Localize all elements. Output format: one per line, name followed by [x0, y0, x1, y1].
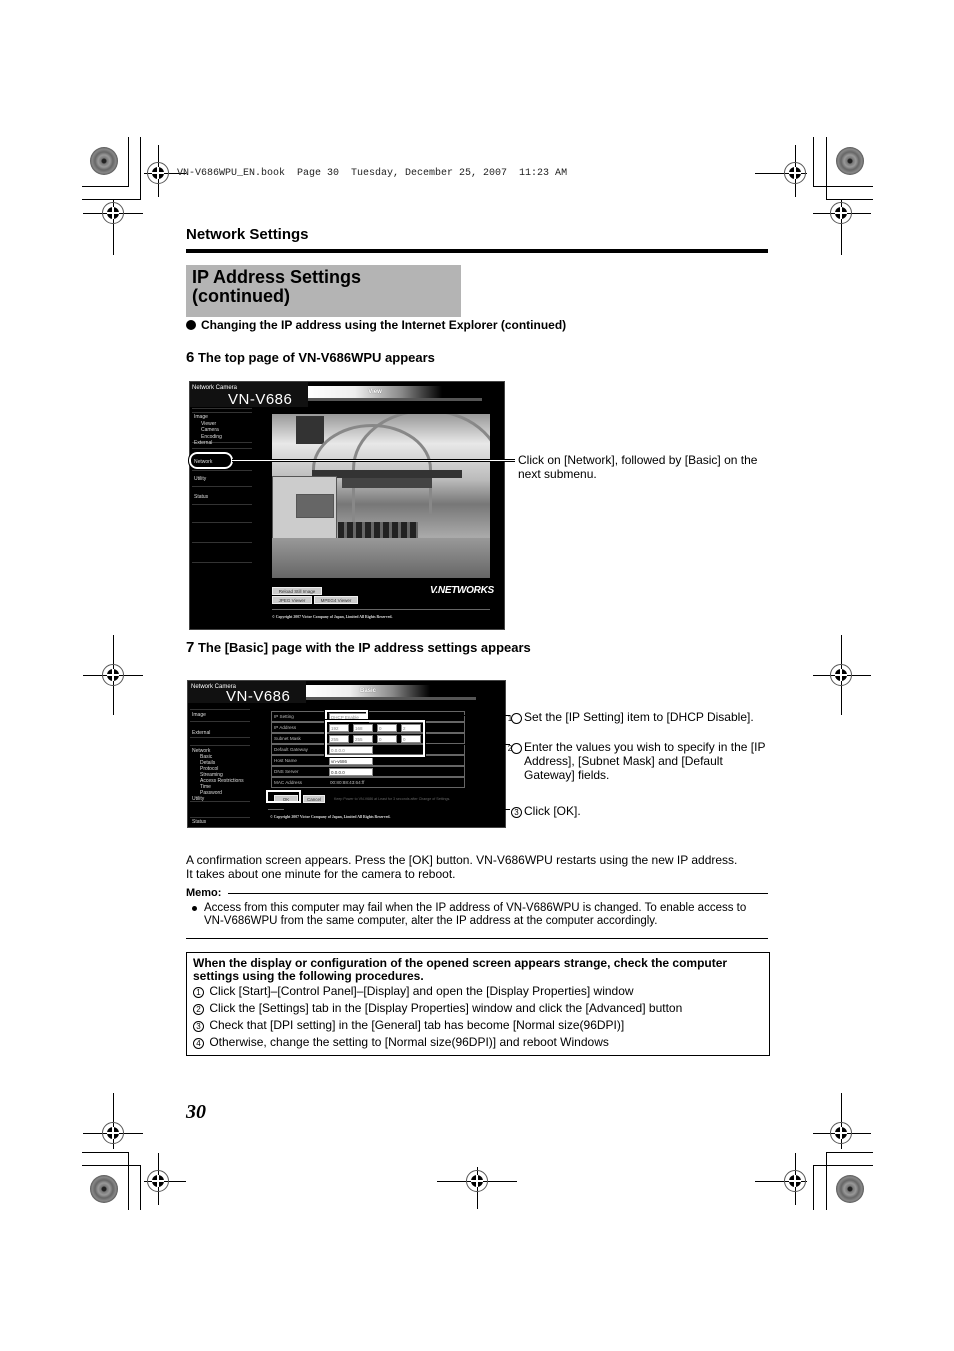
ip-setting-select[interactable]: DHCP Enable [329, 713, 367, 721]
mpeg4-viewer-button[interactable]: MPEG4 Viewer [314, 596, 358, 604]
print-header: VN-V686WPU_EN.book Page 30 Tuesday, December 25, 2007 11:23 AM [177, 168, 568, 179]
annotation-3: 3 Click [OK]. [511, 804, 766, 818]
highlight-ip-fields [325, 720, 425, 757]
section-title: Network Settings [186, 226, 309, 243]
step-text: The [Basic] page with the IP address settings appears [197, 640, 531, 655]
crop-mark [813, 137, 814, 187]
crop-mark [826, 1152, 827, 1210]
row-ip-address: IP Address 192 168 0 2 [271, 722, 465, 733]
crop-mark [826, 199, 873, 200]
step-6-heading [186, 349, 435, 366]
host-name-input[interactable]: vn-v686 [329, 757, 373, 765]
row-host-name: Host Name vn-v686 [271, 755, 465, 766]
sidebar-item-details[interactable]: Details [200, 760, 216, 766]
notice-heading: When the display or configuration of the opened screen appears strange, check the computer settings using the following procedures. [193, 956, 728, 983]
ok-button[interactable]: OK [274, 795, 298, 803]
crop-mark [140, 137, 141, 200]
subnet-octet-4[interactable]: 0 [401, 735, 421, 743]
ip-address-octet-1[interactable]: 192 [329, 724, 349, 732]
page-title-line2: (continued) [192, 286, 290, 306]
callout-leader-line [232, 459, 515, 462]
memo-label: Memo: [186, 887, 222, 899]
ip-address-octet-3[interactable]: 0 [377, 724, 397, 732]
subnet-octet-1[interactable]: 255 [329, 735, 349, 743]
sidebar-item-utility[interactable]: Utility [192, 796, 205, 802]
notice-item-3: 3 Check that [DPI setting] in the [General] tab has become [Normal size(96DPI)] [193, 1017, 763, 1034]
sidebar-item-access-restrictions[interactable]: Access Restrictions [200, 778, 244, 784]
bullet-dot-icon [192, 906, 197, 911]
bullet-dot-icon [186, 320, 196, 330]
bullet-heading: Changing the IP address using the Internet Explorer (continued) [186, 318, 566, 332]
ip-address-octet-4[interactable]: 2 [401, 724, 421, 732]
dns-server-input[interactable]: 0.0.0.0 [329, 768, 373, 776]
tab-underline [306, 697, 476, 700]
sidebar-item-image[interactable]: Image [192, 712, 206, 718]
tab-underline [308, 398, 482, 401]
keep-power-note: Keep Power to VN-V686 at Least for 3 seconds after Change of Settings. [334, 797, 451, 801]
registration-disc-icon [90, 1175, 118, 1203]
notice-item-2: 2 Click the [Settings] tab in the [Display Properties] window and click the [Advanced] button [193, 1000, 763, 1017]
step-number: 7 [186, 639, 195, 656]
memo-bottom-rule [186, 938, 768, 939]
step-number: 6 [186, 349, 195, 366]
sidebar-item-password[interactable]: Password [200, 790, 222, 796]
sidebar-item-status[interactable]: Status [192, 819, 207, 825]
notice-box [186, 952, 770, 1056]
page-title-line1: IP Address Settings [192, 267, 362, 287]
highlight-ok-button [266, 790, 301, 803]
registration-disc-icon [90, 147, 118, 175]
crop-mark [813, 1165, 873, 1166]
v-networks-logo: V.NETWORKS [430, 585, 494, 596]
confirmation-paragraph: A confirmation screen appears. Press the [OK] button. VN-V686WPU restarts using the new IP address. It takes about one minute for the camera to reboot. [186, 853, 738, 881]
network-camera-label: Network Camera [192, 385, 238, 391]
sidebar-item-status[interactable]: Status [194, 494, 209, 500]
step-7-heading [186, 639, 531, 656]
registration-disc-icon [836, 147, 864, 175]
memo-top-rule [228, 893, 768, 894]
crop-mark [82, 199, 141, 200]
screenshot-view-page [189, 381, 505, 630]
step-text: The top page of VN-V686WPU appears [197, 350, 435, 365]
crop-mark [82, 1165, 141, 1166]
crop-mark [813, 186, 873, 187]
ip-address-octet-2[interactable]: 168 [353, 724, 373, 732]
sidebar-item-protocol[interactable]: Protocol [200, 766, 219, 772]
crop-mark [826, 1152, 873, 1153]
reload-still-image-button[interactable]: Reload Still Image [272, 587, 322, 595]
row-mac-address: MAC Address 00:80:88:43:64:ff [271, 777, 465, 788]
row-dns-server: DNS Server 0.0.0.0 [271, 766, 465, 777]
camera-live-image [272, 414, 490, 578]
tab-view[interactable]: View [308, 386, 442, 398]
memo-bullet: Access from this computer may fail when the IP address of VN-V686WPU is changed. To enable access to VN-V686WPU from the same computer, alter the IP address at the computer accordingly. [190, 902, 765, 928]
mac-address-value: 00:80:88:43:64:ff [330, 780, 365, 785]
sidebar-item-image[interactable]: Image [194, 414, 208, 420]
section-rule [186, 249, 768, 253]
model-name: VN-V686 [226, 688, 291, 705]
annotation-2: 2 Enter the values you wish to specify in the [IP Address], [Subnet Mask] and [Default Gateway] fields. [507, 740, 766, 782]
copyright-text: © Copyright 2007 Victor Company of Japan, Limited All Rights Reserved. [272, 615, 393, 619]
sidebar-item-network[interactable]: Network [194, 459, 213, 465]
crop-mark [826, 137, 827, 200]
tab-basic[interactable]: Basic [306, 685, 430, 697]
crop-mark [128, 1152, 129, 1210]
jpeg-viewer-button[interactable]: JPEG Viewer [272, 596, 312, 604]
subnet-octet-2[interactable]: 255 [353, 735, 373, 743]
sidebar-item-viewer[interactable]: Viewer [201, 421, 217, 427]
sidebar-item-time[interactable]: Time [200, 784, 211, 790]
page-title-box [186, 265, 461, 317]
crop-mark [82, 1152, 129, 1153]
crop-mark [82, 186, 129, 187]
default-gateway-input[interactable]: 0.0.0.0 [329, 746, 373, 754]
sidebar-item-utility[interactable]: Utility [194, 476, 207, 482]
sidebar-item-network[interactable]: Network [192, 748, 211, 754]
notice-item-4: 4 Otherwise, change the setting to [Normal size(96DPI)] and reboot Windows [193, 1034, 763, 1051]
annotation-1: 1 Set the [IP Setting] item to [DHCP Disable]. [507, 710, 754, 724]
crop-mark [813, 1165, 814, 1210]
sidebar-item-encoding[interactable]: Encoding [201, 434, 222, 440]
sidebar-item-external[interactable]: External [192, 730, 211, 736]
sidebar-item-camera[interactable]: Camera [201, 427, 219, 433]
network-callout-ring [189, 452, 233, 469]
row-ip-setting: IP Setting DHCP Enable [271, 711, 465, 722]
sidebar-item-basic[interactable]: Basic [200, 754, 213, 760]
callout-network-text: Click on [Network], followed by [Basic] on the next submenu. [518, 453, 758, 481]
crop-mark [140, 1165, 141, 1210]
network-camera-label: Network Camera [191, 684, 237, 690]
cancel-button[interactable]: Cancel [303, 795, 325, 803]
crop-mark [128, 137, 129, 187]
registration-disc-icon [836, 1175, 864, 1203]
subnet-octet-3[interactable]: 0 [377, 735, 397, 743]
model-name: VN-V686 [228, 391, 293, 408]
copyright-text: © Copyright 2007 Victor Company of Japan, Limited All Rights Reserved. [270, 815, 391, 819]
notice-item-1: 1 Click [Start]–[Control Panel]–[Display] and open the [Display Properties] window [193, 983, 763, 1000]
row-default-gateway: Default Gateway 0.0.0.0 [271, 744, 465, 755]
sidebar-item-streaming[interactable]: Streaming [200, 772, 223, 778]
row-subnet-mask: Subnet Mask 255 255 0 0 [271, 733, 465, 744]
sidebar-item-external[interactable]: External [194, 440, 213, 446]
page-number: 30 [186, 1101, 206, 1123]
